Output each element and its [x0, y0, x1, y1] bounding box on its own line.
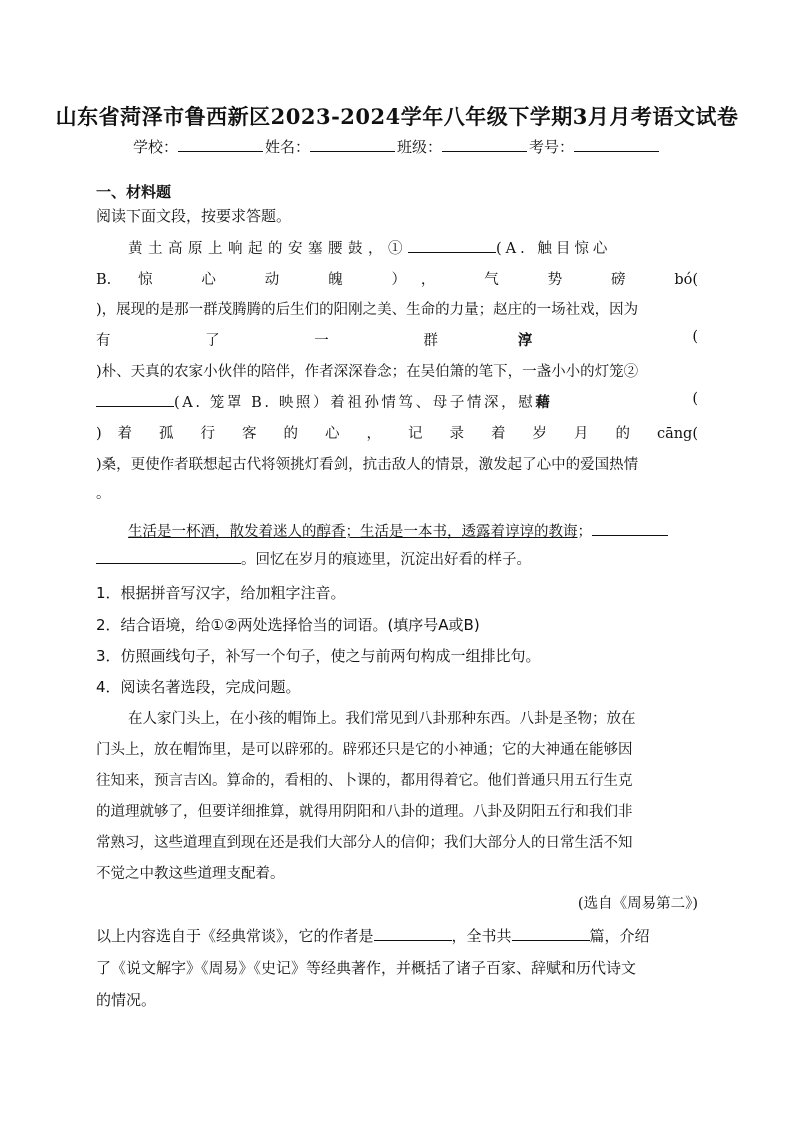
passage-line-1: 黄土高原上响起的安塞腰鼓，① (A. 触目惊心 [96, 237, 698, 258]
question-1: 1．根据拼音写汉字，给加粗字注音。 [96, 584, 346, 602]
class-label: 班级： [397, 138, 443, 156]
number-field[interactable] [574, 137, 659, 152]
name-field[interactable] [310, 137, 395, 152]
name-label: 姓名： [264, 138, 310, 156]
excerpt-line-4: 的道理就够了，但要详细推算，就得用阴阳和八卦的道理。八卦及阴阳五行和我们非 [96, 804, 633, 820]
excerpt-line-3: 往知来，预言吉凶。算命的，看相的、卜课的，都用得着它。他们普通只用五行生克 [96, 773, 633, 789]
imitation-line-1: 生活是一杯酒，散发着迷人的醇香；生活是一本书，透露着谆谆的教诲； [96, 520, 698, 541]
blank-3b[interactable] [96, 549, 241, 564]
section-heading: 一、材料题 [96, 183, 172, 201]
passage-line-3: )，展现的是那一群茂腾腾的后生们的阳刚之美、生命的力量；赵庄的一场社戏，因为 [96, 302, 639, 318]
passage-line-6: (A. 笼罩 B. 映照）着祖孙情笃、母子情深，慰藉 ( [96, 391, 698, 412]
bold-char-jie: 藉 [535, 394, 550, 411]
school-label: 学校： [132, 138, 178, 156]
passage-line-2: B. 惊 心 动 魄 ）， 气 势 磅 bó( [96, 272, 698, 288]
student-info-row [0, 136, 794, 157]
passage-line-5: )朴、天真的农家小伙伴的陪伴，作者深深眷念；在吴伯箫的笔下，一盏小小的灯笼② [96, 364, 639, 380]
final-question-line-2: 了《说文解字》《周易》《史记》等经典著作，并概括了诸子百家、辞赋和历代诗文 [96, 959, 637, 977]
blank-2[interactable] [96, 392, 174, 407]
instruction-text: 阅读下面文段，按要求答题。 [96, 207, 292, 225]
page-title: 山东省菏泽市鲁西新区2023-2024学年八年级下学期3月月考语文试卷 [55, 104, 739, 129]
class-field[interactable] [442, 137, 527, 152]
passage-line-8: )桑，更使作者联想起古代将领挑灯看剑，抗击敌人的情景，激发起了心中的爱国热情 [96, 457, 639, 473]
excerpt-line-5: 常熟习，这些道理直到现在还是我们大部分人的信仰；我们大部分人的日常生活不知 [96, 835, 633, 851]
excerpt-line-1: 在人家门头上，在小孩的帽饰上。我们常见到八卦那种东西。八卦是圣物；放在 [128, 711, 636, 727]
question-2: 2．结合语境，给①②两处选择恰当的词语。(填序号A或B) [96, 616, 480, 634]
bold-char-chun: 淳 [517, 332, 533, 349]
imitation-line-2: 。回忆在岁月的痕迹里，沉淀出好看的样子。 [96, 548, 698, 569]
chapters-blank[interactable] [512, 926, 590, 941]
blank-1[interactable] [408, 238, 496, 253]
passage-line-9: 。 [96, 486, 111, 502]
question-3: 3．仿照画线句子，补写一个句子，使之与前两句构成一组排比句。 [96, 647, 541, 665]
final-question-line-1: 以上内容选自于《经典常谈》，它的作者是 ，全书共 篇，介绍 [96, 927, 650, 945]
final-question-line-3: 的情况。 [96, 991, 157, 1009]
excerpt-line-6: 不觉之中教这些道理支配着。 [96, 866, 285, 882]
number-label: 考号： [529, 138, 575, 156]
question-4: 4．阅读名著选段，完成问题。 [96, 678, 301, 696]
author-blank[interactable] [374, 926, 452, 941]
excerpt-line-2: 门头上，放在帽饰里，是可以辟邪的。辟邪还只是它的小神通；它的大神通在能够因 [96, 742, 633, 758]
school-field[interactable] [178, 137, 263, 152]
blank-3a[interactable] [592, 521, 668, 536]
underlined-sentence: 生活是一杯酒，散发着迷人的醇香；生活是一本书，透露着谆谆的教诲 [128, 524, 578, 540]
passage-line-4: 有 了 一 群 淳 ( [96, 329, 698, 349]
passage-line-7: ) 着 孤 行 客 的 心 ， 记 录 着 岁 月 的 cāng( [96, 426, 698, 442]
excerpt-source: (选自《周易第二》) [577, 896, 698, 912]
